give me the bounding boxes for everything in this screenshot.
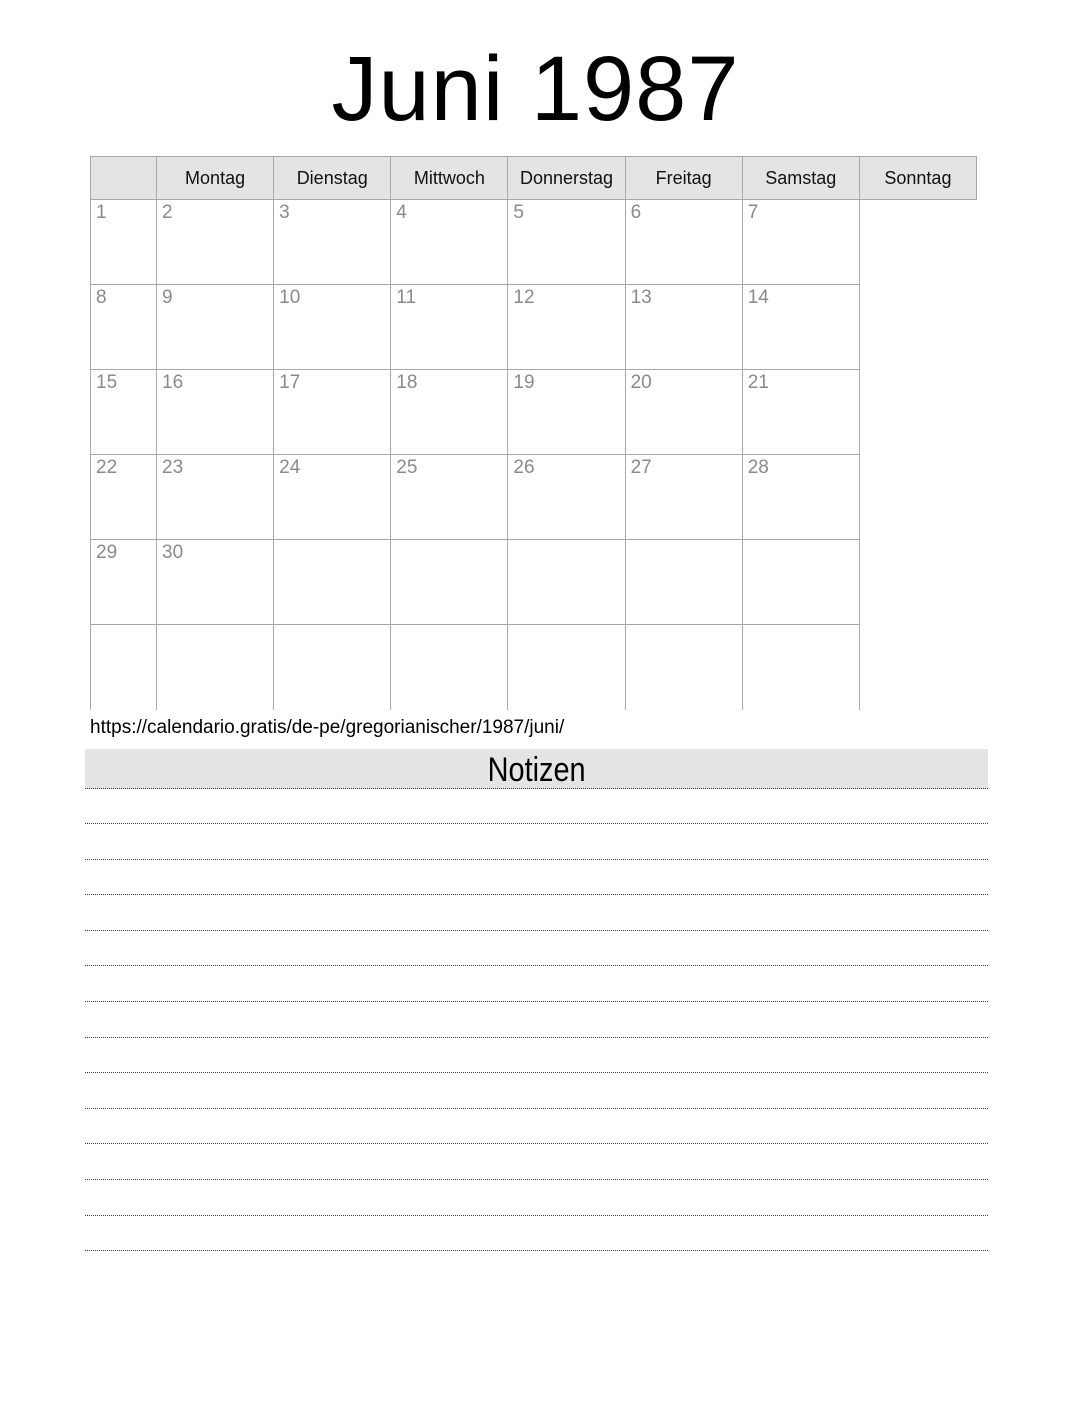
day-cell-20 bbox=[625, 370, 742, 455]
day-number: 4 bbox=[396, 202, 407, 223]
day-number: 16 bbox=[162, 372, 184, 393]
day-cell-empty bbox=[508, 625, 625, 710]
day-number bbox=[743, 551, 748, 553]
notes-lines bbox=[85, 789, 988, 1252]
day-number: 26 bbox=[513, 457, 535, 478]
day-number: 3 bbox=[279, 202, 290, 223]
day-cell-empty bbox=[742, 625, 859, 710]
calendar-body bbox=[91, 200, 977, 710]
week-row bbox=[91, 370, 977, 455]
day-number bbox=[391, 551, 396, 553]
day-number: 24 bbox=[279, 457, 301, 478]
note-line bbox=[85, 1216, 988, 1252]
day-number: 14 bbox=[747, 287, 769, 308]
weekday-header-row bbox=[91, 157, 977, 200]
day-cell-4 bbox=[391, 200, 508, 285]
weekday-header-sonntag: Sonntag bbox=[859, 157, 976, 200]
weekday-header-freitag: Freitag bbox=[625, 157, 742, 200]
day-cell-empty bbox=[91, 625, 157, 710]
note-line bbox=[85, 1109, 988, 1145]
day-cell-empty bbox=[625, 540, 742, 625]
day-number: 5 bbox=[513, 202, 524, 223]
day-number: 28 bbox=[747, 457, 769, 478]
day-cell-5 bbox=[508, 200, 625, 285]
day-cell-23 bbox=[157, 455, 274, 540]
day-number: 7 bbox=[747, 202, 759, 223]
week-row bbox=[91, 455, 977, 540]
week-row bbox=[91, 200, 977, 285]
day-cell-26 bbox=[508, 455, 625, 540]
day-cell-empty bbox=[625, 625, 742, 710]
day-cell-19 bbox=[508, 370, 625, 455]
note-line bbox=[85, 860, 988, 896]
day-cell-16 bbox=[157, 370, 274, 455]
day-number: 10 bbox=[279, 287, 301, 308]
note-line bbox=[85, 931, 988, 967]
day-cell-empty bbox=[157, 625, 274, 710]
note-line bbox=[85, 1073, 988, 1109]
day-number: 8 bbox=[96, 287, 107, 308]
day-cell-8 bbox=[91, 285, 157, 370]
day-cell-9 bbox=[157, 285, 274, 370]
day-number: 27 bbox=[630, 457, 652, 478]
day-cell-empty bbox=[274, 540, 391, 625]
day-number: 23 bbox=[162, 457, 184, 478]
day-number bbox=[391, 636, 396, 638]
source-url-text: https://calendario.gratis/de-pe/gregorianischer/1987/juni/ bbox=[90, 716, 565, 738]
day-number: 9 bbox=[162, 287, 173, 308]
day-cell-11 bbox=[391, 285, 508, 370]
day-number: 25 bbox=[396, 457, 418, 478]
day-cell-17 bbox=[274, 370, 391, 455]
week-row bbox=[91, 285, 977, 370]
day-cell-1 bbox=[91, 200, 157, 285]
day-number: 17 bbox=[279, 372, 301, 393]
day-number: 6 bbox=[630, 202, 642, 223]
day-cell-24 bbox=[274, 455, 391, 540]
note-line bbox=[85, 824, 988, 860]
day-cell-empty bbox=[274, 625, 391, 710]
weekday-header-montag: Montag bbox=[157, 157, 274, 200]
weekday-header-samstag: Samstag bbox=[742, 157, 859, 200]
day-cell-14 bbox=[742, 285, 859, 370]
day-number: 11 bbox=[396, 287, 417, 308]
day-number: 12 bbox=[513, 287, 535, 308]
weekday-header-dienstag: Dienstag bbox=[274, 157, 391, 200]
day-cell-25 bbox=[391, 455, 508, 540]
day-cell-7 bbox=[742, 200, 859, 285]
day-cell-28 bbox=[742, 455, 859, 540]
day-cell-22 bbox=[91, 455, 157, 540]
week-row bbox=[91, 625, 977, 710]
calendar-table bbox=[90, 156, 977, 710]
note-line bbox=[85, 789, 988, 825]
day-cell-3 bbox=[274, 200, 391, 285]
note-line bbox=[85, 1144, 988, 1180]
week-row bbox=[91, 540, 977, 625]
note-line bbox=[85, 1038, 988, 1074]
day-number bbox=[274, 551, 279, 553]
day-number: 19 bbox=[513, 372, 535, 393]
day-number: 21 bbox=[747, 372, 769, 393]
note-line bbox=[85, 1002, 988, 1038]
day-number: 15 bbox=[96, 372, 118, 393]
day-cell-18 bbox=[391, 370, 508, 455]
notes-title: Notizen bbox=[487, 750, 586, 789]
day-number bbox=[91, 636, 96, 638]
note-line bbox=[85, 966, 988, 1002]
day-number: 20 bbox=[630, 372, 652, 393]
day-number bbox=[508, 551, 513, 553]
day-cell-empty bbox=[391, 625, 508, 710]
day-number: 1 bbox=[96, 202, 107, 223]
weekday-header-mittwoch: Mittwoch bbox=[391, 157, 508, 200]
note-line bbox=[85, 1180, 988, 1216]
day-cell-12 bbox=[508, 285, 625, 370]
day-cell-empty bbox=[508, 540, 625, 625]
day-number: 18 bbox=[396, 372, 418, 393]
day-number bbox=[626, 636, 631, 638]
day-number: 2 bbox=[162, 202, 173, 223]
day-number: 22 bbox=[96, 457, 118, 478]
day-number bbox=[157, 636, 162, 638]
day-number: 13 bbox=[630, 287, 652, 308]
page-title: Juni 1987 bbox=[331, 38, 740, 140]
day-cell-13 bbox=[625, 285, 742, 370]
notes-header-bar bbox=[85, 749, 988, 789]
day-number bbox=[626, 551, 631, 553]
weekday-header-donnerstag: Donnerstag bbox=[508, 157, 625, 200]
day-cell-empty bbox=[391, 540, 508, 625]
day-cell-21 bbox=[742, 370, 859, 455]
day-cell-29 bbox=[91, 540, 157, 625]
day-number: 29 bbox=[96, 542, 118, 563]
day-cell-empty bbox=[742, 540, 859, 625]
day-cell-10 bbox=[274, 285, 391, 370]
day-cell-6 bbox=[625, 200, 742, 285]
day-cell-30 bbox=[157, 540, 274, 625]
note-line bbox=[85, 895, 988, 931]
day-number bbox=[743, 636, 748, 638]
day-number: 30 bbox=[162, 542, 184, 563]
day-number bbox=[508, 636, 513, 638]
day-cell-15 bbox=[91, 370, 157, 455]
day-number bbox=[274, 636, 279, 638]
day-cell-27 bbox=[625, 455, 742, 540]
week-spacer-column bbox=[91, 157, 157, 200]
day-cell-2 bbox=[157, 200, 274, 285]
